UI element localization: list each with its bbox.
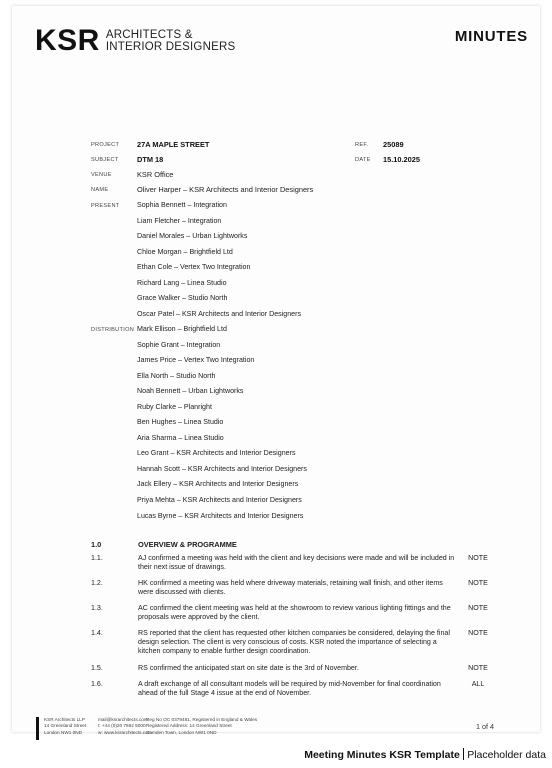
footer-line: Registered Address: 14 Greenland Street <box>146 723 232 729</box>
footer-line: KSR Architects LLP <box>44 717 85 722</box>
item-action: NOTE <box>468 554 488 562</box>
item-text: RS reported that the client has requested other kitchen companies be considered, delaying the final design selection. The client is very conscious of costs. KSR noted the importance of selecting a kitchen company to enable further design coordination. <box>138 629 450 656</box>
logo-line-2: INTERIOR DESIGNERS <box>105 41 236 53</box>
minutes-page <box>12 6 540 735</box>
distribution-person: Aria Sharma – Linea Studio <box>137 433 224 442</box>
present-label: PRESENT <box>91 203 120 209</box>
item-action: NOTE <box>468 604 488 612</box>
item-number: 1.1. <box>91 554 103 562</box>
footer-registration <box>146 717 257 736</box>
distribution-label: DISTRIBUTION <box>91 327 135 333</box>
venue-label: VENUE <box>91 172 112 178</box>
item-number: 1.6. <box>91 680 103 688</box>
footer-line: Camden Town, London NW1 0ND <box>146 729 217 735</box>
project-value: 27A MAPLE STREET <box>137 140 210 149</box>
footer-contact <box>98 717 152 736</box>
distribution-person: Hannah Scott – KSR Architects and Interior Designers <box>137 464 307 473</box>
distribution-person: Sophie Grant – Integration <box>137 340 221 349</box>
caption-divider <box>463 748 464 760</box>
page-number: 1 of 4 <box>476 722 494 731</box>
item-number: 1.2. <box>91 579 103 587</box>
footer-phone: t: +44 (0)20 7692 5000 <box>98 723 146 729</box>
present-list <box>137 201 301 325</box>
logo-line-1: ARCHITECTS & <box>105 29 193 41</box>
date-value: 15.10.2025 <box>383 155 420 164</box>
footer-line: 14 Greenland Street <box>44 723 87 729</box>
company-logo <box>35 26 235 56</box>
present-person: Ethan Cole – Vertex Two Integration <box>137 263 251 272</box>
footer-website: w: www.ksrarchitects.com <box>98 729 152 735</box>
item-number: 1.5. <box>91 664 103 672</box>
section-title: OVERVIEW & PROGRAMME <box>138 540 237 549</box>
present-person: Sophia Bennett – Integration <box>137 201 227 209</box>
present-person: Grace Walker – Studio North <box>137 294 228 303</box>
project-label: PROJECT <box>91 142 120 148</box>
caption-subtitle: Placeholder data <box>467 749 546 761</box>
distribution-person: Mark Ellison – Brightfield Ltd <box>137 325 227 333</box>
item-action: ALL <box>471 680 485 688</box>
distribution-person: Ruby Clarke – Planright <box>137 402 212 411</box>
caption-title: Meeting Minutes KSR Template <box>304 749 460 761</box>
name-label: NAME <box>91 187 109 193</box>
distribution-person: Noah Bennett – Urban Lightworks <box>137 387 244 396</box>
present-person: Richard Lang – Linea Studio <box>137 278 227 287</box>
ref-value: 25089 <box>383 140 404 149</box>
distribution-person: Jack Ellery – KSR Architects and Interior Designers <box>137 480 299 489</box>
present-person: Liam Fletcher – Integration <box>137 216 222 225</box>
distribution-person: James Price – Vertex Two Integration <box>137 356 255 365</box>
present-person: Oscar Patel – KSR Architects and Interior Designers <box>137 309 302 318</box>
item-text: RS confirmed the anticipated start on site date is the 3rd of November. <box>138 664 359 672</box>
distribution-person: Ella North – Studio North <box>137 371 216 380</box>
venue-value: KSR Office <box>137 170 174 179</box>
date-label: DATE <box>355 157 371 163</box>
item-action: NOTE <box>468 579 488 587</box>
footer-line: Reg No OC 0379481, Registered in England & Wales <box>146 717 258 722</box>
present-person: Chloe Morgan – Brightfield Ltd <box>137 247 233 256</box>
document-type: MINUTES <box>454 28 528 45</box>
footer-address <box>44 717 86 736</box>
logo-mark: KSR <box>35 24 100 57</box>
item-text: AC confirmed the client meeting was held at the showroom to review various lighting fittings and the proposals were approved by the client. <box>138 604 451 622</box>
ref-label: REF. <box>355 142 369 148</box>
distribution-person: Priya Mehta – KSR Architects and Interior Designers <box>137 496 302 505</box>
name-value: Oliver Harper – KSR Architects and Interior Designers <box>137 185 314 194</box>
item-text: AJ confirmed a meeting was held with the client and key decisions were made and will be included in their next issue of drawings. <box>138 554 455 572</box>
logo-text <box>106 29 235 53</box>
image-caption <box>304 748 546 761</box>
subject-value: DTM 18 <box>137 155 164 164</box>
distribution-person: Leo Grant – KSR Architects and Interior Designers <box>137 449 296 458</box>
item-action: NOTE <box>468 629 488 637</box>
item-text: A draft exchange of all consultant models will be required by mid-November for final coordination ahead of the full Stage 4 issue at the end of November. <box>138 680 441 698</box>
distribution-person: Ben Hughes – Linea Studio <box>137 418 224 427</box>
distribution-person: Lucas Byrne – KSR Architects and Interior Designers <box>137 511 304 520</box>
subject-label: SUBJECT <box>91 157 119 163</box>
item-action: NOTE <box>468 664 488 672</box>
present-person: Daniel Morales – Urban Lightworks <box>137 232 248 241</box>
distribution-list <box>137 325 307 527</box>
footer-accent-bar <box>36 717 39 740</box>
item-text: HK confirmed a meeting was held where driveway materials, retaining wall finish, and other items were discussed with clients. <box>138 579 443 597</box>
item-number: 1.4. <box>91 629 103 637</box>
section-number: 1.0 <box>91 540 102 549</box>
item-number: 1.3. <box>91 604 103 612</box>
footer-email: mail@ksrarchitects.com <box>98 717 148 722</box>
footer-line: London NW1 0ND <box>44 729 83 735</box>
